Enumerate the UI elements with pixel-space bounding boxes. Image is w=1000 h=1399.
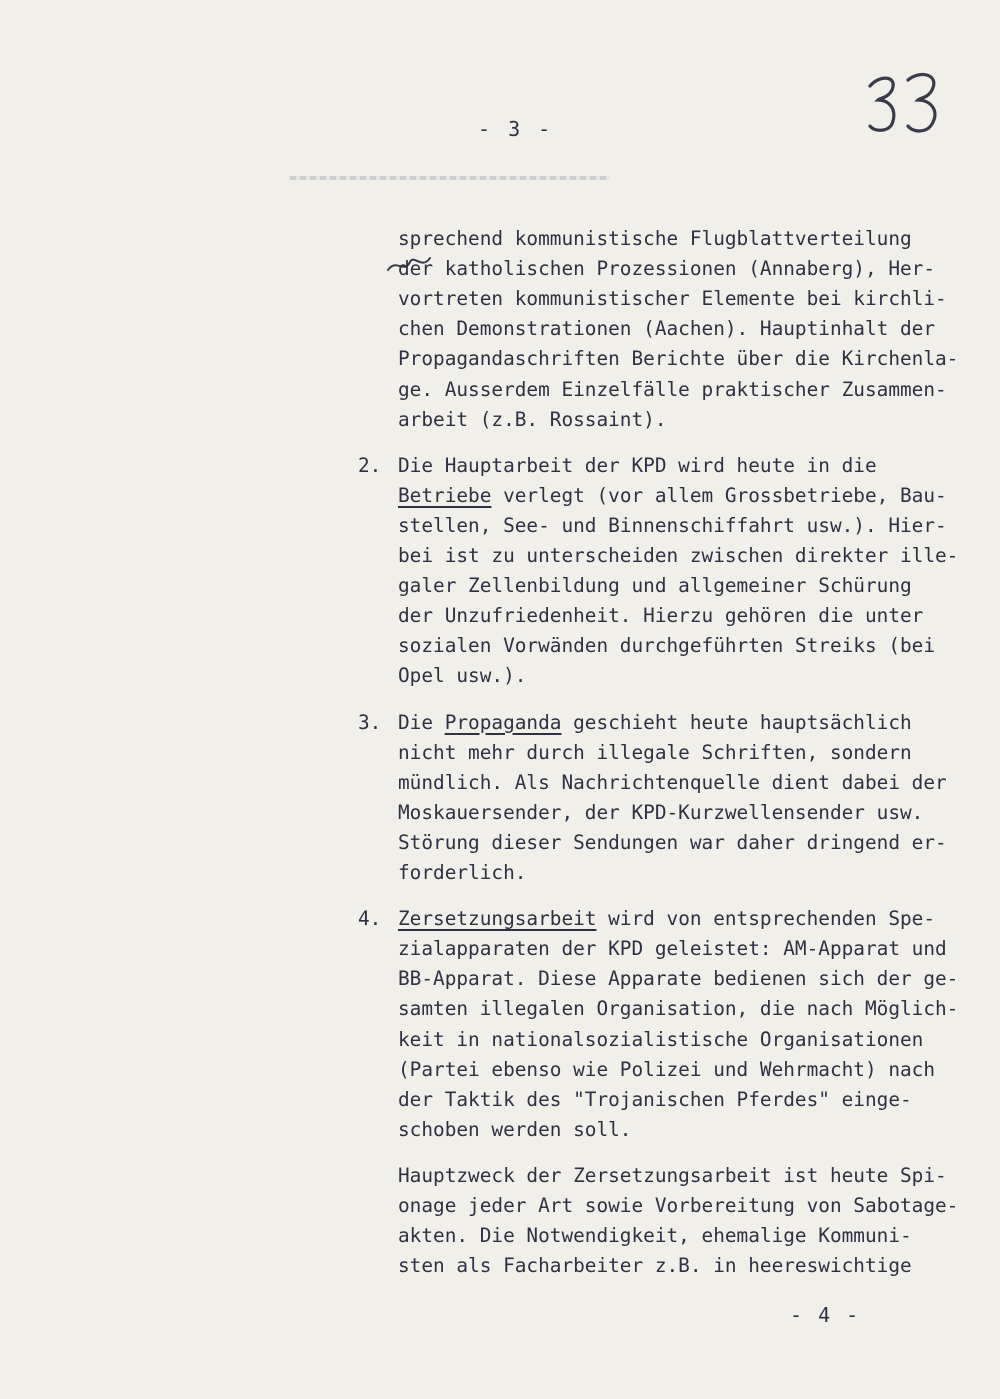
line-segment: schoben werden soll.	[398, 1117, 632, 1141]
text-line: sprechend kommunistische Flugblattverteilung	[398, 227, 912, 250]
text-line: akten. Die Notwendigkeit, ehemalige Kommuni-	[398, 1224, 912, 1248]
line-segment: BB-Apparat. Diese Apparate bedienen sich der ge-	[398, 967, 959, 991]
line-segment: galer Zellenbildung und allgemeiner Schürung	[398, 574, 912, 598]
page-number: - 3 -	[478, 117, 554, 141]
text-line	[398, 483, 947, 507]
text-line	[398, 664, 527, 688]
text-line	[398, 800, 924, 824]
text-line: Hauptzweck der Zersetzungsarbeit ist heute Spi-	[398, 1163, 947, 1187]
text-line: Propagandaschriften Berichte über die Kirchenla-	[398, 347, 959, 371]
line-segment: keit in nationalsozialistische Organisationen	[398, 1027, 924, 1051]
text-line	[398, 967, 959, 991]
text-line	[398, 546, 958, 565]
text-line: chen Demonstrationen (Aachen). Hauptinhalt der	[398, 317, 936, 341]
handwritten-folio-mark	[862, 68, 952, 138]
next-page-indicator: - 4 -	[790, 1303, 861, 1327]
text-line	[398, 604, 924, 628]
list-item-number: 4.	[358, 907, 382, 931]
text-line	[398, 453, 877, 477]
text-line	[398, 997, 959, 1021]
underlined-keyword: Propaganda	[444, 710, 562, 734]
text-line	[398, 863, 526, 882]
line-segment: (Partei ebenso wie Polizei und Wehrmacht) nach	[398, 1057, 936, 1081]
line-segment: wird von entsprechenden Spe-	[596, 907, 936, 931]
line-segment: nicht mehr durch illegale Schriften, sondern	[398, 740, 912, 764]
typewriter-smudge-line	[290, 176, 610, 180]
text-line	[398, 574, 912, 598]
text-line	[398, 907, 936, 931]
text-line	[398, 1087, 912, 1111]
archive-folio-number	[862, 68, 952, 138]
line-segment: der Taktik des "Trojanischen Pferdes" einge-	[398, 1087, 912, 1111]
line-segment: bei ist zu unterscheiden zwischen direkter ille-	[398, 544, 959, 567]
line-segment: mündlich. Als Nachrichtenquelle dient dabei der	[398, 770, 947, 794]
text-line: ge. Ausserdem Einzelfälle praktischer Zusammen-	[398, 377, 947, 401]
line-segment: sozialen Vorwänden durchgeführten Streiks (bei	[398, 634, 936, 658]
underlined-keyword: Zersetzungsarbeit	[398, 907, 597, 931]
text-line	[398, 1027, 924, 1051]
text-line: vortreten kommunistischer Elemente bei kirchli-	[398, 287, 947, 311]
text-line	[398, 1057, 936, 1081]
underlined-keyword: Betriebe	[398, 483, 492, 507]
text-line: sten als Facharbeiter z.B. in heereswichtige	[398, 1254, 912, 1278]
line-segment: samten illegalen Organisation, die nach Möglich-	[398, 997, 959, 1021]
text-line: der katholischen Prozessionen (Annaberg), Her-	[398, 257, 936, 281]
text-line	[398, 740, 912, 764]
text-line	[398, 770, 947, 794]
line-segment: Störung dieser Sendungen war daher dringend er-	[398, 830, 947, 854]
text-line	[398, 634, 936, 658]
line-segment: Opel usw.).	[398, 664, 527, 688]
line-segment: Die	[398, 710, 445, 734]
text-line	[398, 937, 947, 961]
line-segment: zialapparaten der KPD geleistet: AM-Apparat und	[398, 937, 947, 961]
line-segment: der Unzufriedenheit. Hierzu gehören die unter	[398, 604, 924, 628]
line-segment: geschieht heute hauptsächlich	[561, 710, 912, 734]
text-line	[398, 513, 947, 537]
line-segment: forderlich.	[398, 861, 527, 884]
list-item-number: 3.	[358, 710, 382, 734]
line-segment: Moskauersender, der KPD-Kurzwellensender usw.	[398, 800, 924, 824]
line-segment: verlegt (vor allem Grossbetriebe, Bau-	[491, 483, 947, 507]
text-line: onage jeder Art sowie Vorbereitung von Sabotage-	[398, 1194, 959, 1217]
text-line	[398, 710, 912, 734]
text-line	[398, 830, 947, 854]
line-segment: stellen, See- und Binnenschiffahrt usw.). Hier-	[398, 513, 947, 537]
text-line: arbeit (z.B. Rossaint).	[398, 407, 667, 431]
line-segment: Die Hauptarbeit der KPD wird heute in die	[398, 453, 877, 477]
list-item-number: 2.	[358, 453, 382, 477]
text-line	[398, 1117, 632, 1141]
